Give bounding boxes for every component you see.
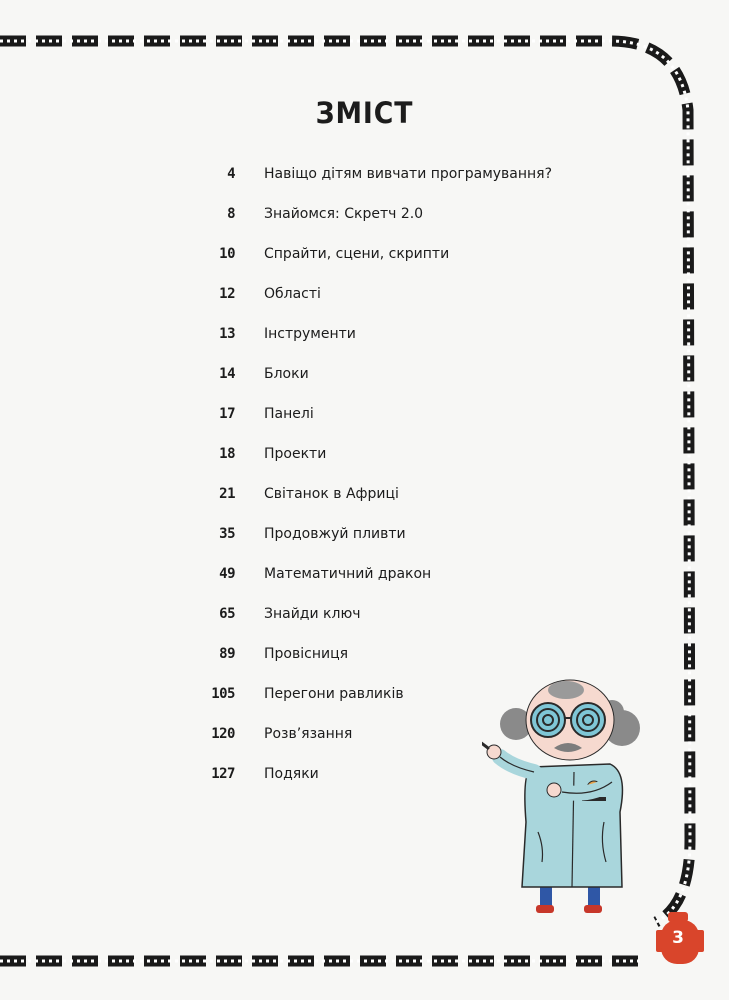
- toc-entry-title: Спрайти, сцени, скрипти: [264, 246, 450, 262]
- toc-page-number: 105: [211, 686, 235, 702]
- toc-page-number: 35: [219, 526, 235, 542]
- toc-page-number: 89: [219, 646, 235, 662]
- toc-entry-title: Математичний дракон: [264, 566, 432, 582]
- toc-entry[interactable]: [0, 443, 729, 465]
- toc-page-number: 65: [219, 606, 235, 622]
- toc-entry[interactable]: [0, 523, 729, 545]
- toc-entry-title: Провісниця: [264, 646, 349, 662]
- toc-page-number: 49: [219, 566, 235, 582]
- toc-page-number: 14: [219, 366, 235, 382]
- toc-entry-title: Панелі: [264, 406, 314, 422]
- toc-entry[interactable]: [0, 323, 729, 345]
- toc-entry[interactable]: [0, 643, 729, 665]
- toc-page-number: 13: [219, 326, 235, 342]
- toc-entry-title: Проекти: [264, 446, 327, 462]
- toc-entry-title: Знайомся: Скретч 2.0: [264, 206, 424, 222]
- toc-page-number: 10: [219, 246, 235, 262]
- toc-entry-title: Області: [264, 286, 321, 302]
- toc-entry-title: Подяки: [264, 766, 319, 782]
- page-title: ЗМІСТ: [315, 96, 414, 130]
- toc-entry[interactable]: [0, 403, 729, 425]
- toc-entry[interactable]: [0, 203, 729, 225]
- scientist-illustration: [482, 672, 652, 922]
- toc-page-number: 4: [227, 166, 235, 182]
- toc-entry-title: Блоки: [264, 366, 309, 382]
- toc-entry[interactable]: [0, 363, 729, 385]
- toc-entry-title: Світанок в Африці: [264, 486, 399, 502]
- toc-page-number: 120: [211, 726, 235, 742]
- toc-page-number: 12: [219, 286, 235, 302]
- toc-entry-title: Знайди ключ: [264, 606, 361, 622]
- toc-entry-title: Розв’язання: [264, 726, 353, 742]
- toc-entry[interactable]: [0, 563, 729, 585]
- toc-entry[interactable]: [0, 243, 729, 265]
- toc-entry[interactable]: [0, 483, 729, 505]
- page-number: 3: [672, 928, 684, 948]
- toc-entry[interactable]: [0, 603, 729, 625]
- toc-page-number: 17: [219, 406, 235, 422]
- toc-entry[interactable]: [0, 163, 729, 185]
- toc-entry-title: Навіщо дітям вивчати програмування?: [264, 166, 553, 182]
- toc-page-number: 21: [219, 486, 235, 502]
- toc-entry-title: Інструменти: [264, 326, 356, 342]
- toc-entry[interactable]: [0, 283, 729, 305]
- toc-page-number: 18: [219, 446, 235, 462]
- toc-page-number: 127: [211, 766, 235, 782]
- toc-entry-title: Перегони равликів: [264, 686, 404, 702]
- toc-page-number: 8: [227, 206, 235, 222]
- toc-entry-title: Продовжуй пливти: [264, 526, 406, 542]
